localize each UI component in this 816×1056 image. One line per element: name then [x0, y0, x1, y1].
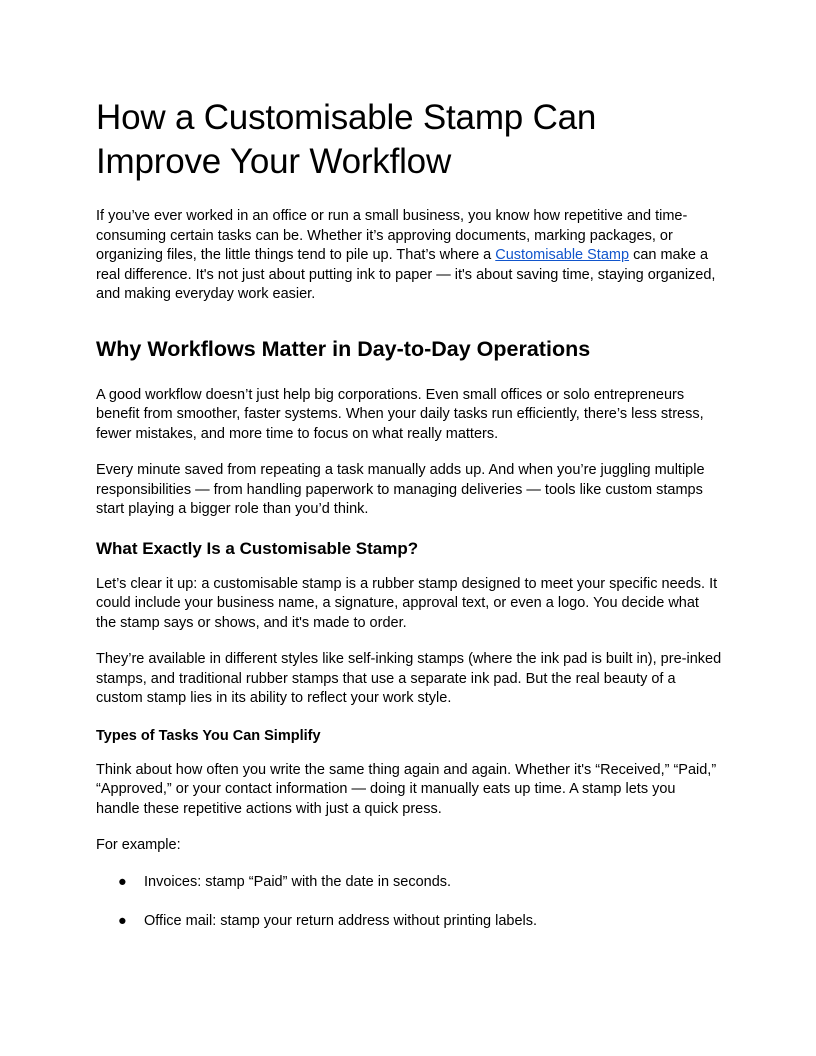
list-item [96, 873, 722, 893]
tasks-paragraph-2: For example: [96, 837, 181, 853]
section-heading-task-types: Types of Tasks You Can Simplify [96, 727, 321, 744]
workflows-paragraph-1: A good workflow doesn’t just help big corporations. Even small offices or solo entrepreneurs benefit from smoother, faster systems. When your daily tasks run efficiently, there’s less stress, fewer mistakes, and more time to focus on what really matters. [96, 386, 704, 442]
customisable-stamp-link[interactable]: Customisable Stamp [495, 247, 630, 263]
intro-text-after-link: can make a real difference. It's not just about putting ink to paper — it's about saving time, staying organized, and making everyday work easier. [96, 247, 716, 302]
intro-paragraph [96, 207, 722, 305]
tasks-paragraph-1: Think about how often you write the same thing again and again. Whether it's “Received,” “Paid,” “Approved,” or your contact information — doing it manually eats up time. A stamp lets you handle these repetitive actions with just a quick press. [96, 761, 717, 817]
workflows-paragraph-2: Every minute saved from repeating a task manually adds up. And when you’re juggling multiple responsibilities — from handling paperwork to managing deliveries — tools like custom stamps start playing a bigger role than you’d think. [96, 462, 705, 517]
bullet-icon: ● [118, 912, 127, 929]
intro-text-before-link: If you’ve ever worked in an office or run a small business, you know how repetitive and time-consuming certain tasks can be. Whether it’s approving documents, marking packages, or organizing files, the little things tend to pile up. That’s where a [96, 208, 688, 263]
section-heading-workflows: Why Workflows Matter in Day-to-Day Operations [96, 336, 591, 361]
section-heading-what-is-stamp: What Exactly Is a Customisable Stamp? [96, 538, 419, 558]
bullet-icon: ● [118, 873, 127, 890]
list-item-text: Office mail: stamp your return address without printing labels. [144, 912, 538, 929]
list-item [96, 912, 722, 932]
document-page [96, 96, 722, 951]
list-item-text: Invoices: stamp “Paid” with the date in seconds. [144, 873, 452, 890]
stamp-paragraph-2: They’re available in different styles like self-inking stamps (where the ink pad is built in), pre-inked stamps, and traditional rubber stamps that use a separate ink pad. But the real beauty of a custom stamp lies in its ability to reflect your work style. [96, 651, 722, 706]
examples-list [96, 873, 722, 932]
page-title: How a Customisable Stamp Can Improve Your Workflow [96, 98, 597, 181]
stamp-paragraph-1: Let’s clear it up: a customisable stamp is a rubber stamp designed to meet your specific needs. It could include your business name, a signature, approval text, or even a logo. You decide what the stamp says or shows, and it's made to order. [96, 575, 718, 631]
